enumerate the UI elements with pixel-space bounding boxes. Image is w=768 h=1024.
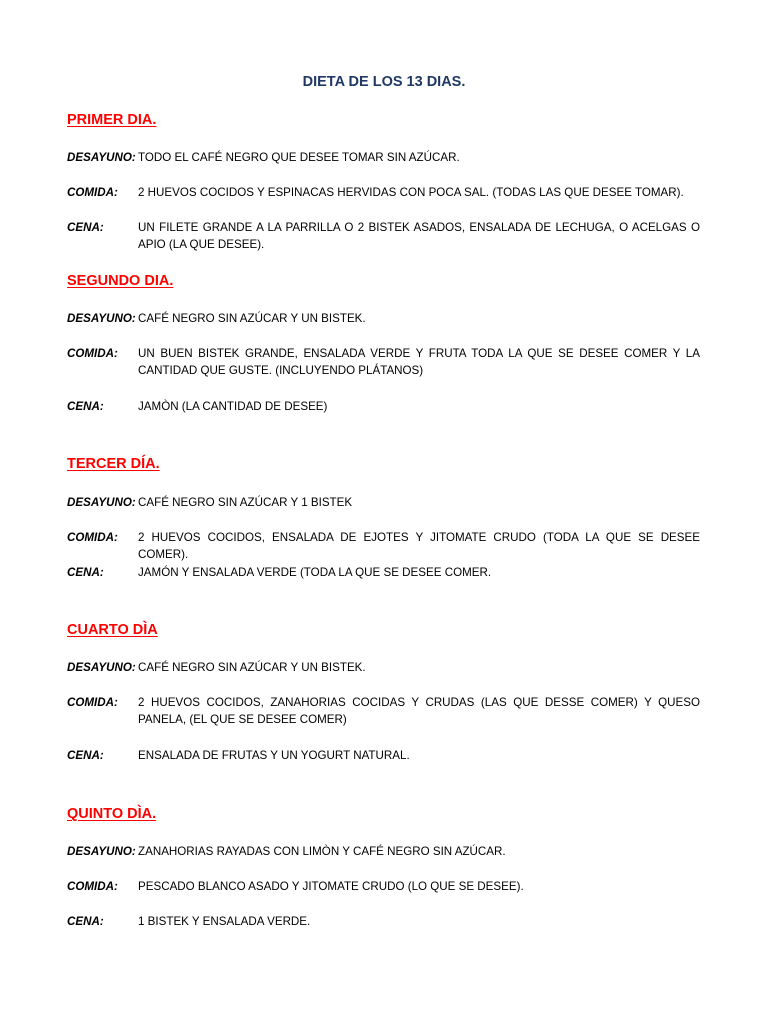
desayuno-text: CAFÉ NEGRO SIN AZÚCAR Y 1 BISTEK	[138, 496, 353, 509]
desayuno-text: ZANAHORIAS RAYADAS CON LIMÒN Y CAFÉ NEGRO SIN AZÚCAR.	[138, 845, 506, 858]
cena-text: ENSALADA DE FRUTAS Y UN YOGURT NATURAL.	[138, 749, 410, 762]
desayuno-text: TODO EL CAFÉ NEGRO QUE DESEE TOMAR SIN AZÚCAR.	[138, 151, 460, 164]
comida-label: COMIDA:	[67, 531, 118, 544]
day-heading-tercer: TERCER DÍA.	[67, 456, 160, 472]
cena-entry	[67, 913, 700, 930]
comida-label: COMIDA:	[67, 347, 118, 360]
day-heading-segundo: SEGUNDO DIA.	[67, 273, 174, 289]
day-heading-quinto: QUINTO DÌA.	[67, 806, 157, 822]
desayuno-entry	[67, 843, 700, 860]
cena-label: CENA:	[67, 400, 104, 413]
desayuno-entry	[67, 310, 700, 327]
comida-text: 2 HUEVOS COCIDOS, ZANAHORIAS COCIDAS Y CRUDAS (LAS QUE DESSE COMER) Y QUESO PANELA, (EL QUE SE DESEE COMER)	[138, 696, 700, 726]
cena-label: CENA:	[67, 915, 104, 928]
comida-text: UN BUEN BISTEK GRANDE, ENSALADA VERDE Y FRUTA TODA LA QUE SE DESEE COMER Y LA CANTIDAD QUE GUSTE. (INCLUYENDO PLÁTANOS)	[138, 347, 700, 377]
desayuno-label: DESAYUNO:	[67, 845, 136, 858]
document-title: DIETA DE LOS 13 DIAS.	[302, 74, 466, 90]
day-heading-cuarto: CUARTO DÌA	[67, 622, 158, 638]
comida-label: COMIDA:	[67, 186, 118, 199]
comida-entry	[67, 184, 700, 201]
desayuno-label: DESAYUNO:	[67, 151, 136, 164]
cena-text: UN FILETE GRANDE A LA PARRILLA O 2 BISTEK ASADOS, ENSALADA DE LECHUGA, O ACELGAS O APIO (LA QUE DESEE).	[138, 221, 700, 251]
comida-text: 2 HUEVOS COCIDOS Y ESPINACAS HERVIDAS CON POCA SAL. (TODAS LAS QUE DESEE TOMAR).	[138, 186, 684, 199]
cena-label: CENA:	[67, 221, 104, 234]
cena-entry	[67, 747, 700, 764]
desayuno-label: DESAYUNO:	[67, 496, 136, 509]
comida-text: PESCADO BLANCO ASADO Y JITOMATE CRUDO (LO QUE SE DESEE).	[138, 880, 524, 893]
comida-label: COMIDA:	[67, 880, 118, 893]
comida-text: 2 HUEVOS COCIDOS, ENSALADA DE EJOTES Y JITOMATE CRUDO (TODA LA QUE SE DESEE COMER).	[138, 531, 700, 561]
cena-label: CENA:	[67, 566, 104, 579]
cena-text: JAMÓN Y ENSALADA VERDE (TODA LA QUE SE DESEE COMER.	[138, 566, 492, 579]
desayuno-text: CAFÉ NEGRO SIN AZÚCAR Y UN BISTEK.	[138, 661, 366, 674]
day-heading-primer: PRIMER DIA.	[67, 112, 157, 128]
cena-entry	[67, 564, 700, 581]
comida-entry	[67, 694, 700, 728]
desayuno-label: DESAYUNO:	[67, 312, 136, 325]
desayuno-label: DESAYUNO:	[67, 661, 136, 674]
desayuno-entry	[67, 494, 700, 511]
desayuno-entry	[67, 659, 700, 676]
cena-text: 1 BISTEK Y ENSALADA VERDE.	[138, 915, 311, 928]
comida-label: COMIDA:	[67, 696, 118, 709]
comida-entry	[67, 345, 700, 379]
comida-entry	[67, 878, 700, 895]
desayuno-text: CAFÉ NEGRO SIN AZÚCAR Y UN BISTEK.	[138, 312, 366, 325]
cena-label: CENA:	[67, 749, 104, 762]
cena-entry	[67, 398, 700, 415]
desayuno-entry	[67, 149, 700, 166]
comida-entry	[67, 529, 700, 563]
cena-text: JAMÒN (LA CANTIDAD DE DESEE)	[138, 400, 328, 413]
cena-entry	[67, 219, 700, 253]
